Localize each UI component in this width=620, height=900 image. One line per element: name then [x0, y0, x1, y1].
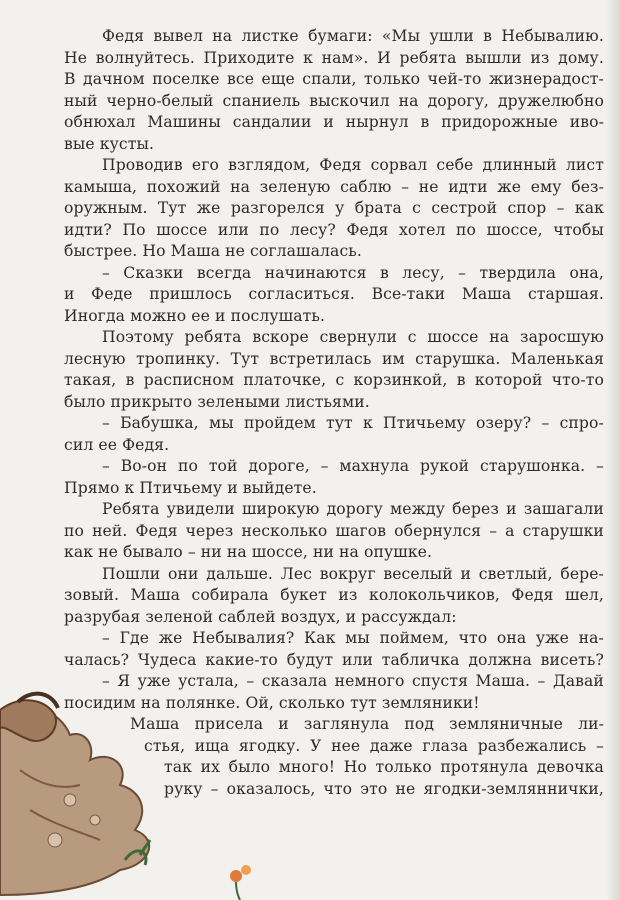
text-line: Проводив его взглядом, Федя сорвал себе длинный лист [102, 156, 604, 174]
illustration-flower [241, 865, 251, 875]
text-line: так их было много! Но только протянула девочка [164, 758, 604, 776]
text-line: такая, в расписном платочке, с корзинкой, в которой что-то [64, 371, 604, 389]
text-line: и Феде пришлось согласиться. Все-таки Маша старшая. [64, 285, 604, 303]
text-line: вые кусты. [64, 134, 155, 153]
text-line: лесную тропинку. Тут встретилась им старушка. Маленькая [64, 349, 604, 368]
text-line: – Бабушка, мы пройдем тут к Птичьему озеру? – спро- [102, 414, 604, 432]
text-line: руку – оказалось, что это не ягодки-земляннички, [164, 779, 604, 798]
text-line: – Где же Небывалия? Как мы поймем, что она уже на- [102, 629, 604, 647]
text-line: сил ее Федя. [64, 435, 170, 454]
text-line: – Я уже устала, – сказала немного спустя Маша. – Давай [102, 672, 604, 690]
text-line: – Во-он по той дороге, – махнула рукой старушонка. – [102, 457, 604, 475]
illustration-spot [48, 833, 62, 847]
text-line: зовый. Маша собирала букет из колокольчиков, Федя шел, [64, 586, 604, 604]
text-line: Ребята увидели широкую дорогу между берез и зашагали [102, 500, 604, 518]
text-line: по ней. Федя через несколько шагов обернулся – а старушки [64, 521, 604, 540]
text-line: камыша, похожий на зеленую саблю – не идти же ему без- [64, 177, 604, 196]
text-line: посидим на полянке. Ой, сколько тут земляники! [64, 693, 480, 712]
story-text [64, 26, 604, 800]
text-line: Иногда можно ее и послушать. [64, 306, 326, 325]
illustration-stem [236, 882, 240, 900]
text-line: Маша присела и заглянула под земляничные ли- [130, 715, 604, 733]
text-line: разрубая зеленой саблей воздух, и рассуждал: [64, 607, 457, 626]
text-line: как не бывало – ни на шоссе, ни на опушке. [64, 543, 433, 561]
text-line: Поэтому ребята вскоре свернули с шоссе на заросшую [102, 328, 604, 346]
text-line: Федя вывел на листке бумаги: «Мы ушли в Небывалию. [102, 27, 604, 45]
text-line: – Сказки всегда начинаются в лесу, – твердила она, [102, 263, 604, 282]
text-line: Прямо к Птичьему и выйдете. [64, 478, 317, 497]
text-line: В дачном поселке все еще спали, только чей-то жизнерадост- [64, 70, 604, 88]
illustration-spot [64, 794, 76, 806]
text-line: было прикрыто зелеными листьями. [64, 392, 370, 411]
illustration-creature [0, 690, 270, 900]
page-edge-shadow [606, 0, 620, 900]
text-line: чалась? Чудеса какие-то будут или табличка должна висеть? [64, 650, 604, 669]
text-line: Не волнуйтесь. Приходите к нам». И ребята вышли из дому. [64, 48, 604, 67]
text-line: Пошли они дальше. Лес вокруг веселый и светлый, бере- [102, 564, 604, 583]
illustration-spot [90, 815, 100, 825]
text-line: идти? По шоссе или по лесу? Федя хотел по шоссе, чтобы [64, 220, 604, 239]
text-line: обнюхал Машины сандалии и нырнул в придорожные ивo- [64, 113, 604, 131]
illustration-flower [230, 870, 242, 882]
text-line: оружным. Тут же разгорелся у брата с сестрой спор – как [64, 199, 604, 217]
text-line: стья, ища ягодку. У нее даже глаза разбежались – [144, 736, 604, 755]
text-line: быстрее. Но Маша не соглашалась. [64, 242, 362, 260]
text-line: ный черно-белый спаниель выскочил на дорогу, дружелюбно [64, 91, 604, 110]
